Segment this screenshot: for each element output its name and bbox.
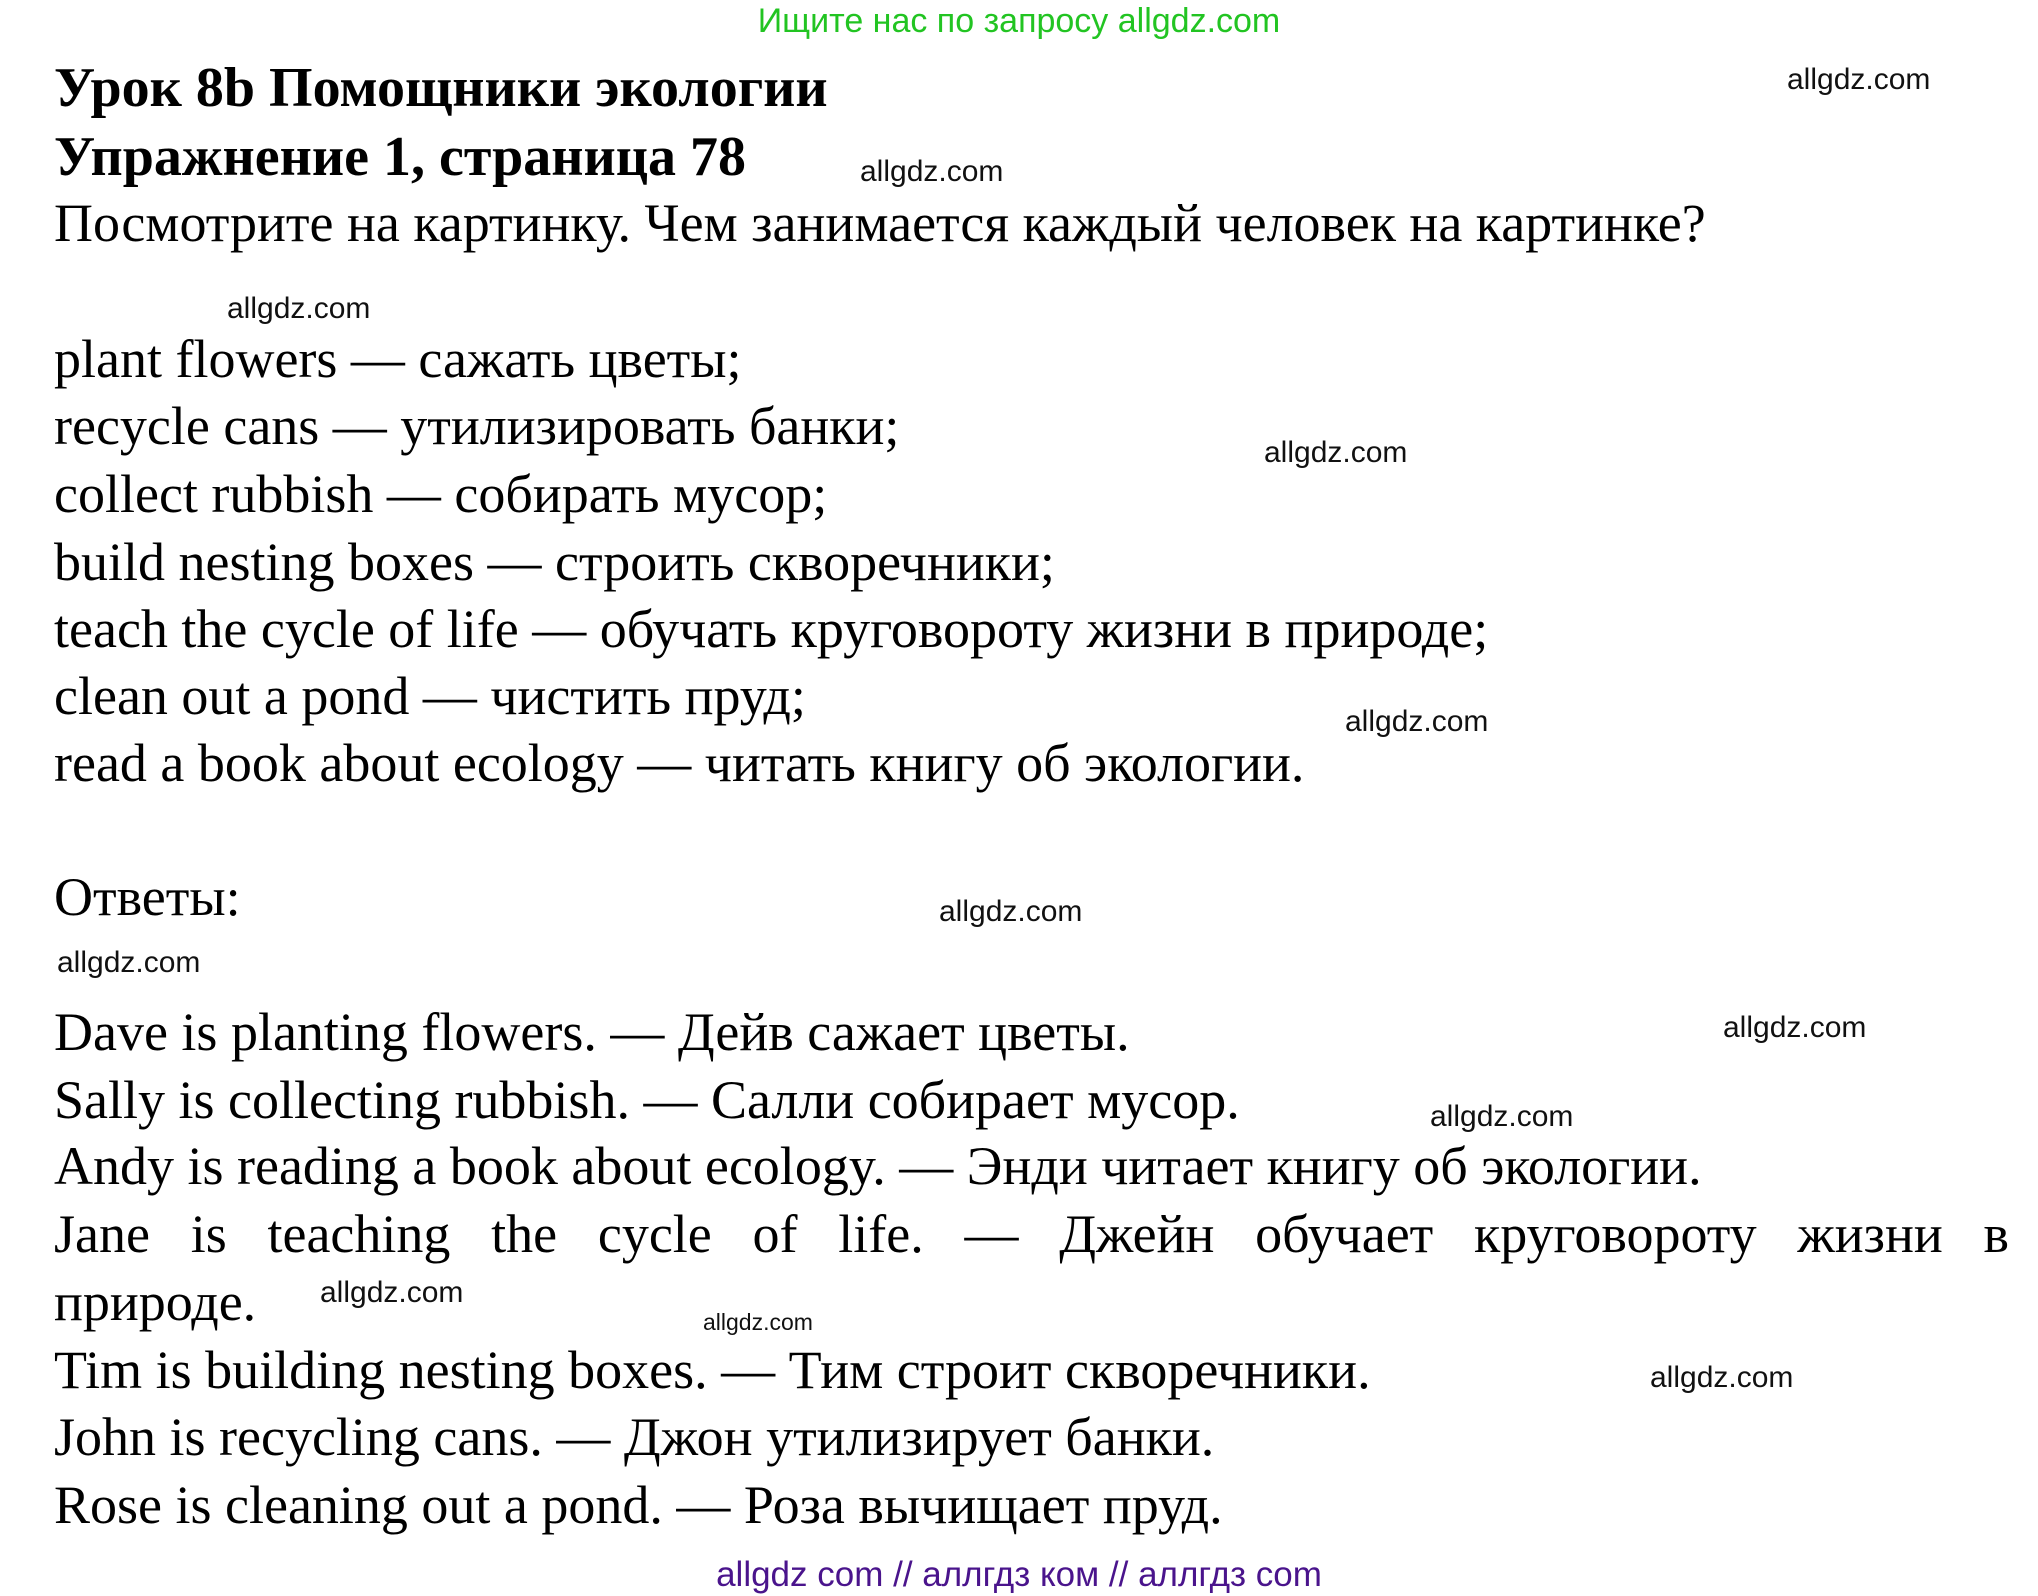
vocab-item: plant flowers — сажать цветы; xyxy=(54,329,742,389)
answer-item: John is recycling cans. — Джон утилизирует банки. xyxy=(54,1407,1215,1467)
watermark: allgdz.com xyxy=(1345,705,1489,738)
answers-heading: Ответы: xyxy=(54,867,241,927)
footer-watermark: allgdz com // аллгдз ком // аллгдз com xyxy=(716,1555,1322,1594)
watermark: allgdz.com xyxy=(860,155,1004,188)
answer-item: Andy is reading a book about ecology. — Энди читает книгу об экологии. xyxy=(54,1136,1702,1196)
watermark: allgdz.com xyxy=(939,895,1083,928)
answer-item: Jane is teaching the cycle of life. — Джейн обучает круговороту жизни в xyxy=(54,1204,2009,1264)
watermark: allgdz.com xyxy=(1723,1011,1867,1044)
watermark: allgdz.com xyxy=(320,1276,464,1309)
vocab-item: collect rubbish — собирать мусор; xyxy=(54,464,828,524)
watermark: allgdz.com xyxy=(1787,63,1931,96)
watermark: allgdz.com xyxy=(227,292,371,325)
search-banner: Ищите нас по запросу allgdz.com xyxy=(757,2,1281,40)
answer-item: Dave is planting flowers. — Дейв сажает цветы. xyxy=(54,1002,1130,1062)
watermark: allgdz.com xyxy=(57,946,201,979)
watermark: allgdz.com xyxy=(703,1309,813,1335)
answer-item: Rose is cleaning out a pond. — Роза вычищает пруд. xyxy=(54,1475,1223,1535)
watermark: allgdz.com xyxy=(1650,1361,1794,1394)
exercise-title: Упражнение 1, страница 78 xyxy=(54,126,747,188)
answer-item-continued: природе. xyxy=(54,1272,257,1332)
answer-item: Tim is building nesting boxes. — Тим строит скворечники. xyxy=(54,1340,1371,1400)
watermark: allgdz.com xyxy=(1430,1100,1574,1133)
question: Посмотрите на картинку. Чем занимается каждый человек на картинке? xyxy=(54,193,1706,253)
vocab-item: teach the cycle of life — обучать круговороту жизни в природе; xyxy=(54,599,1489,659)
vocab-item: recycle cans — утилизировать банки; xyxy=(54,396,900,456)
answer-item: Sally is collecting rubbish. — Салли собирает мусор. xyxy=(54,1070,1240,1130)
vocab-item: clean out a pond — чистить пруд; xyxy=(54,666,806,726)
vocab-item: read a book about ecology — читать книгу об экологии. xyxy=(54,733,1305,793)
watermark: allgdz.com xyxy=(1264,436,1408,469)
vocab-item: build nesting boxes — строить скворечники; xyxy=(54,532,1055,592)
lesson-title: Урок 8b Помощники экологии xyxy=(54,57,828,119)
